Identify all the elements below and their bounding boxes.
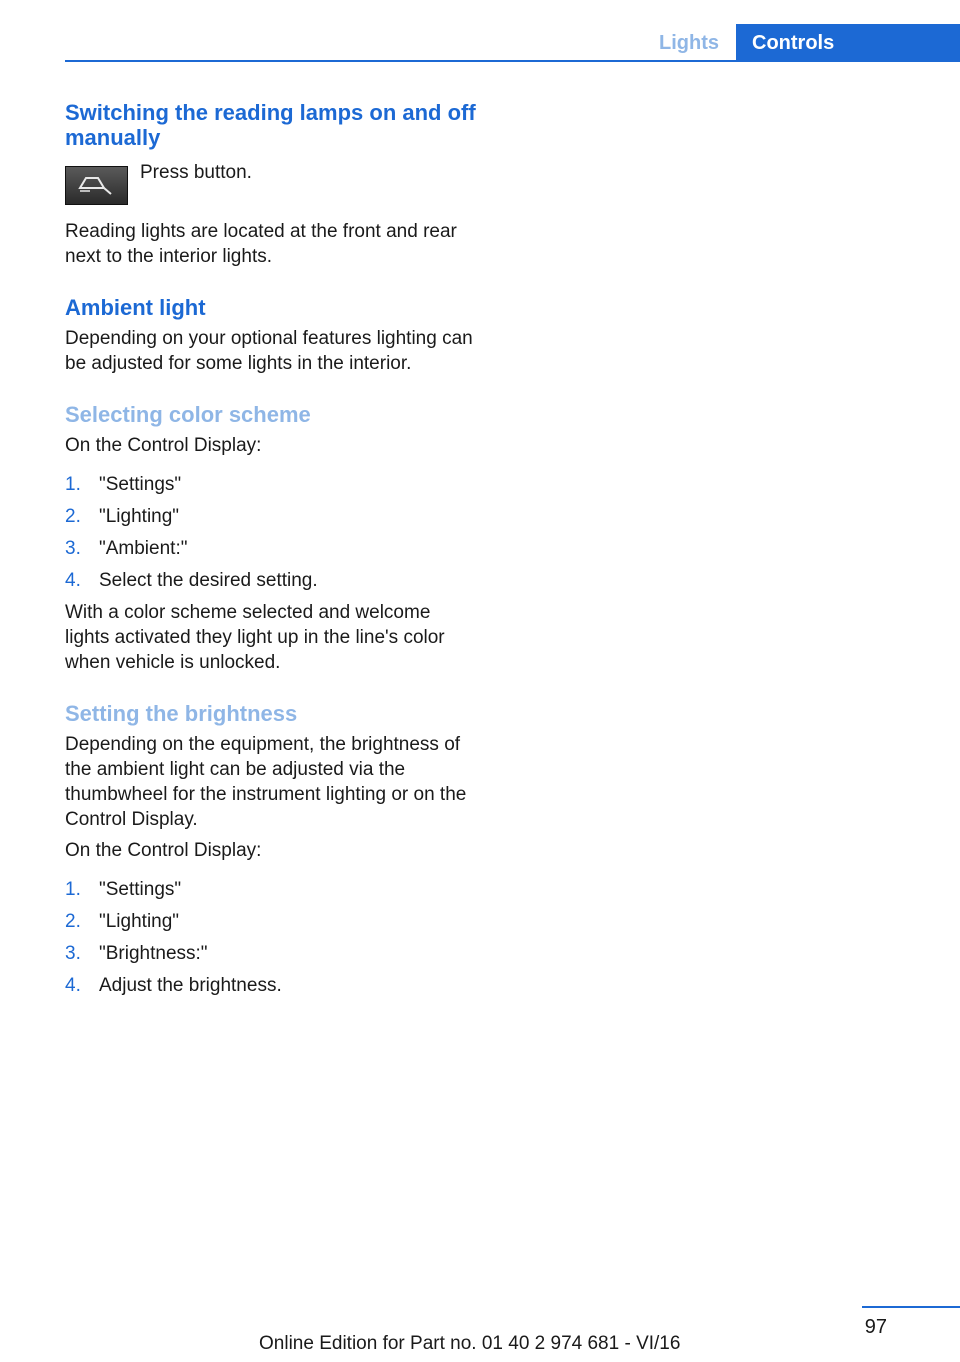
button-instruction: Press button.: [140, 162, 252, 183]
list-item: 2. "Lighting": [65, 911, 180, 932]
list-item: 3. "Brightness:": [65, 943, 208, 964]
list-item: 4. Adjust the brightness.: [65, 975, 282, 996]
header-rule: [65, 60, 960, 62]
subsection-title-color-scheme: Selecting color scheme: [65, 402, 311, 427]
list-item: 3. "Ambient:": [65, 538, 188, 559]
main-content: [65, 100, 480, 1005]
color-scheme-note: With a color scheme selected and welcome lights activated they light up in the line's color when vehicle is unlocked.: [65, 602, 445, 673]
section-title-reading-lamps: Switching the reading lamps on and off manually: [65, 100, 476, 150]
list-item: 1. "Settings": [65, 474, 182, 495]
list-item: 4. Select the desired setting.: [65, 570, 318, 591]
page-number: 97: [864, 1316, 887, 1338]
reading-lamp-button-icon: [65, 166, 128, 205]
brightness-text: Depending on the equipment, the brightness of the ambient light can be adjusted via the thumbwheel for the instrument lighting or on the Control Display.: [65, 734, 467, 830]
header-tab-controls: Controls: [736, 24, 960, 62]
brightness-steps: [65, 877, 480, 998]
subsection-title-brightness: Setting the brightness: [65, 701, 298, 726]
ambient-light-text: Depending on your optional features lighting can be adjusted for some lights in the interior.: [65, 328, 473, 374]
footer-edition: Online Edition for Part no. 01 40 2 974 681 - VI/16: [259, 1333, 681, 1354]
color-scheme-intro: On the Control Display:: [65, 435, 262, 456]
color-scheme-steps: [65, 472, 480, 593]
brightness-intro: On the Control Display:: [65, 840, 262, 861]
footer-rule: [862, 1306, 960, 1308]
reading-lights-text: Reading lights are located at the front and rear next to the interior lights.: [65, 221, 457, 267]
button-instruction-row: [65, 162, 480, 205]
section-title-ambient-light: Ambient light: [65, 295, 206, 320]
list-item: 2. "Lighting": [65, 506, 180, 527]
header-tab-lights: Lights: [659, 31, 719, 54]
list-item: 1. "Settings": [65, 879, 182, 900]
